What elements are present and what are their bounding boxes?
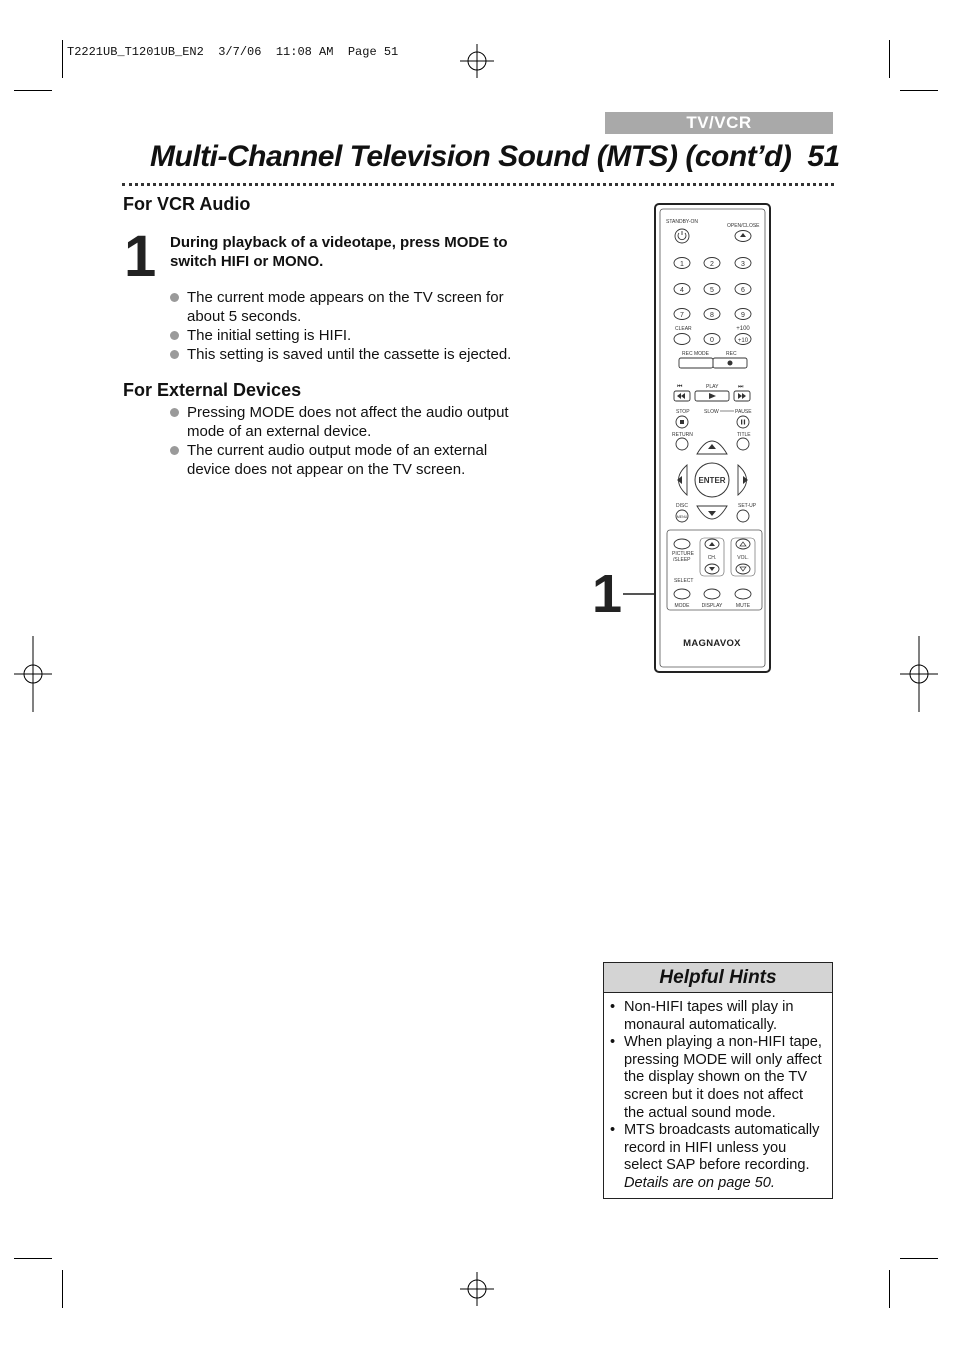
svg-text:0: 0 (710, 337, 714, 344)
disc-label: DISC (676, 503, 688, 509)
svg-text:2: 2 (710, 261, 714, 268)
callout-number: 1 (592, 564, 623, 624)
play-label: PLAY (706, 384, 719, 390)
standby-label: STANDBY-ON (666, 219, 698, 225)
crop-mark (14, 1258, 52, 1259)
crop-mark (14, 90, 52, 91)
ch-label: CH. (707, 555, 717, 561)
crop-mark (889, 40, 890, 78)
list-item: • Non-HIFI tapes will play in monaural automatically. (610, 999, 794, 1033)
pause-label: PAUSE (735, 409, 752, 415)
vol-label: VOL. (737, 555, 749, 561)
registration-mark-left (14, 636, 52, 712)
page-title (150, 140, 840, 174)
menu-label: MENU (676, 515, 688, 519)
remote-body (655, 204, 770, 672)
sleep-label: /SLEEP (673, 557, 691, 563)
external-bullets (170, 403, 510, 479)
crop-mark (889, 1270, 890, 1308)
crop-mark (900, 1258, 938, 1259)
step-number: 1 (124, 224, 157, 289)
helpful-hints-list (604, 993, 832, 1193)
clear-label: CLEAR (675, 326, 692, 332)
vcr-audio-bullets (170, 288, 515, 364)
registration-mark-right (900, 636, 938, 712)
step-instruction: During playback of a videotape, press MODE to switch HIFI or MONO. (170, 234, 508, 270)
rec-label: REC (726, 351, 737, 357)
vcr-audio-heading: For VCR Audio (123, 194, 251, 214)
page-reference: Details are on page 50. (624, 1174, 775, 1191)
svg-text:3: 3 (741, 261, 745, 268)
helpful-hints-box (603, 962, 833, 1199)
select-label: SELECT (674, 578, 694, 584)
list-item: The initial setting is HIFI. (170, 326, 515, 345)
helpful-hints-heading: Helpful Hints (604, 963, 832, 993)
mode-label: MODE (674, 603, 690, 609)
plus10-label: +10 (737, 338, 749, 344)
stop-icon (680, 420, 684, 424)
list-item: This setting is saved until the cassette is ejected. (170, 345, 515, 364)
svg-text:4: 4 (680, 287, 684, 294)
bullet-icon (170, 293, 179, 302)
section-tag: TV/VCR (605, 112, 833, 134)
slow-label: SLOW (704, 409, 719, 415)
crop-mark (62, 40, 63, 78)
page-title-text: Multi-Channel Television Sound (MTS) (cont’d) (150, 140, 792, 173)
list-item: • MTS broadcasts automatically record in HIFI unless you select SAP before recording. Details are on page 50. (610, 1122, 820, 1191)
picture-label: PICTURE (672, 551, 694, 557)
list-item: • When playing a non-HIFI tape, pressing MODE will only affect the display shown on the TV screen but it does not affect the actual sound mode. (610, 1034, 822, 1121)
return-label: RETURN (672, 432, 693, 438)
svg-text:6: 6 (741, 287, 745, 294)
svg-text:9: 9 (741, 312, 745, 319)
print-slug: T2221UB_T1201UB_EN2 3/7/06 11:08 AM Page 51 (67, 45, 399, 59)
bullet-icon (170, 350, 179, 359)
record-icon (728, 361, 733, 366)
list-item: Pressing MODE does not affect the audio output mode of an external device. (170, 403, 510, 441)
svg-text:1: 1 (680, 261, 684, 268)
registration-mark-top (460, 44, 494, 78)
svg-text:8: 8 (710, 312, 714, 319)
setup-label: SET-UP (738, 503, 757, 509)
bullet-icon (170, 446, 179, 455)
skip-back-icon: ⏮ (677, 384, 683, 390)
display-label: DISPLAY (701, 603, 723, 609)
crop-mark (62, 1270, 63, 1308)
enter-label: ENTER (698, 476, 726, 485)
dotted-rule (122, 183, 834, 186)
open-close-label: OPEN/CLOSE (727, 223, 760, 229)
external-devices-heading: For External Devices (123, 380, 302, 400)
plus100-label: +100 (736, 326, 750, 332)
svg-text:5: 5 (710, 287, 714, 294)
registration-mark-bottom (460, 1272, 494, 1306)
mute-label: MUTE (735, 603, 751, 609)
stop-label: STOP (676, 409, 690, 415)
remote-control-illustration (654, 203, 771, 673)
bullet-icon (170, 331, 179, 340)
bullet-icon (170, 408, 179, 417)
title-label: TITLE (737, 432, 751, 438)
crop-mark (900, 90, 938, 91)
brand-logo: MAGNAVOX (683, 638, 741, 649)
list-item: The current mode appears on the TV screen for about 5 seconds. (170, 288, 515, 326)
svg-text:7: 7 (680, 312, 684, 319)
rec-mode-label: REC MODE (682, 351, 709, 357)
skip-forward-icon: ⏭ (738, 384, 744, 390)
page-number: 51 (807, 140, 840, 173)
list-item: The current audio output mode of an external device does not appear on the TV screen. (170, 441, 510, 479)
